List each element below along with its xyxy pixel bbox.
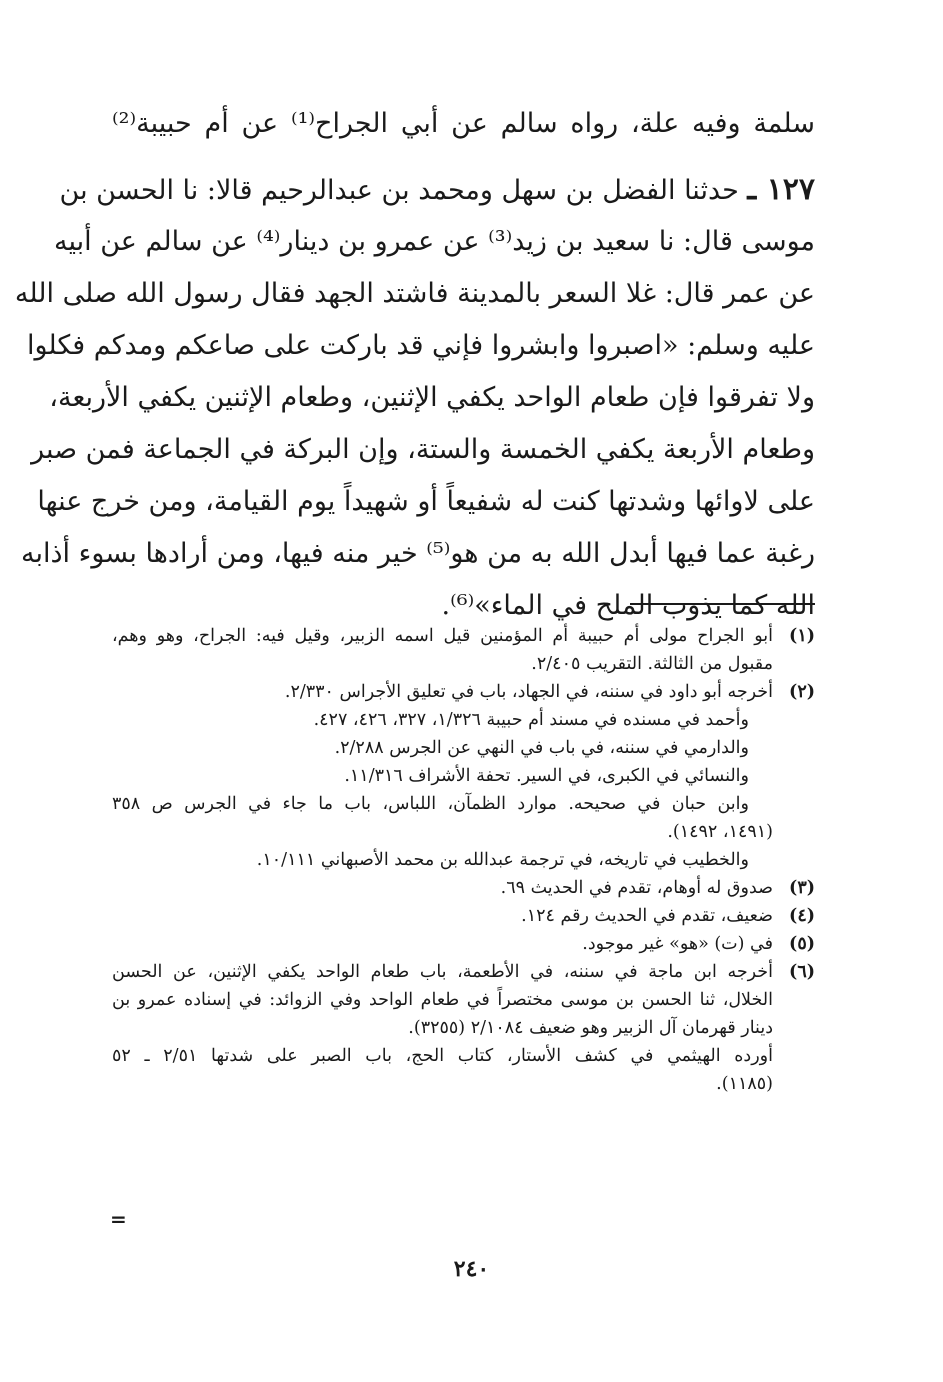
footnote-line: في (ت) «هو» غير موجود. (582, 934, 773, 954)
footnote-2 (112, 678, 815, 874)
footnote-6 (112, 958, 815, 1098)
page-number: ٢٤٠ (453, 1256, 490, 1282)
hadith-line: موسى قال: نا سعيد بن زيد⁽³⁾ عن عمرو بن دينار⁽⁴⁾ عن سالم عن أبيه (53, 226, 815, 257)
paragraph-gap (112, 150, 815, 164)
footnote-number: (٢) (789, 682, 815, 702)
footnote-5 (112, 930, 815, 958)
footnote-number: (٤) (789, 906, 815, 926)
hadith-number: ١٢٧ ـ (747, 172, 815, 207)
hadith-line-text: حدثنا الفضل بن سهل ومحمد بن عبدالرحيم قالا: نا الحسن بن (59, 175, 739, 206)
footnote-line: أخرجه ابن ماجة في سننه، في الأطعمة، باب طعام الواحد يكفي الإثنين، عن الحسن (112, 962, 773, 982)
footnote-line: (١٤٩١، ١٤٩٢). (667, 822, 773, 842)
hadith-line: وطعام الأربعة يكفي الخمسة والستة، وإن البركة في الجماعة فمن صبر (31, 434, 815, 465)
footnote-line: ضعيف، تقدم في الحديث رقم ١٢٤. (521, 906, 773, 926)
footnote-line: وابن حبان في صحيحه. موارد الظمآن، اللباس، باب ما جاء في الجرس ص ٣٥٨ (112, 794, 749, 814)
footnote-line: (١١٨٥). (716, 1074, 773, 1094)
footnote-line: والدارمي في سننه، في باب في النهي عن الجرس ٢/٢٨٨. (334, 738, 749, 758)
footnote-line: وأحمد في مسنده في مسند أم حبيبة ١/٣٢٦، ٣٢٧، ٤٢٦، ٤٢٧. (313, 710, 749, 730)
footnote-line: دينار قهرمان آل الزبير وهو ضعيف ٢/١٠٨٤ (٣٢٥٥). (408, 1018, 773, 1038)
hadith-line (59, 164, 815, 216)
footnote-number: (٥) (789, 934, 815, 954)
footnote-line: والخطيب في تاريخه، في ترجمة عبدالله بن محمد الأصبهاني ١٠/١١١. (256, 850, 749, 870)
footnote-line: مقبول من الثالثة. التقريب ٢/٤٠٥. (531, 654, 773, 674)
footnote-number: (١) (789, 626, 815, 646)
hadith-line: عليه وسلم: «اصبروا وابشروا فإني قد باركت على صاعكم ومدكم فكلوا (26, 330, 815, 361)
main-text (14, 98, 815, 632)
footnote-line: صدوق له أوهام، تقدم في الحديث ٦٩. (500, 878, 773, 898)
footnote-divider (630, 603, 815, 605)
footnote-line: أخرجه أبو داود في سننه، في الجهاد، باب في تعليق الأجراس ٢/٣٣٠. (284, 682, 773, 702)
footnote-line: أبو الجراح مولى أم حبيبة أم المؤمنين قيل اسمه الزبير، وقيل فيه: الجراح، وهو وهم، (112, 626, 773, 646)
footnote-line: والنسائي في الكبرى، في السير. تحفة الأشراف ١١/٣١٦. (344, 766, 749, 786)
footnote-number: (٣) (789, 878, 815, 898)
footnote-3 (112, 874, 815, 902)
hadith-line: عن عمر قال: غلا السعر بالمدينة فاشتد الجهد فقال رسول الله صلى الله (14, 278, 815, 309)
hadith-line: ولا تفرقوا فإن طعام الواحد يكفي الإثنين، وطعام الإثنين يكفي الأربعة، (49, 382, 815, 413)
footnote-line: أورده الهيثمي في كشف الأستار، كتاب الحج، باب الصبر على شدتها ٢/٥١ ـ ٥٢ (112, 1046, 773, 1066)
footnote-line: الخلال، ثنا الحسن بن موسى مختصراً في طعام الواحد وفي الزوائد: في إسناده عمرو بن (112, 990, 773, 1010)
hadith-line: الله كما يذوب الملح في الماء»⁽⁶⁾. (441, 590, 815, 621)
opening-line: سلمة وفيه علة، رواه سالم عن أبي الجراح⁽¹⁾ عن أم حبيبة⁽²⁾ (112, 108, 815, 139)
hadith-line: على لاوائها وشدتها كنت له شفيعاً أو شهيداً يوم القيامة، ومن خرج عنها (37, 486, 815, 517)
footnote-4 (112, 902, 815, 930)
footnote-1 (112, 622, 815, 678)
continuation-mark: = (110, 1207, 127, 1231)
footnote-number: (٦) (789, 962, 815, 982)
hadith-line: رغبة عما فيها أبدل الله به من هو⁽⁵⁾ خير منه فيها، ومن أرادها بسوء أذابه (21, 538, 815, 569)
footnotes (112, 622, 815, 1098)
